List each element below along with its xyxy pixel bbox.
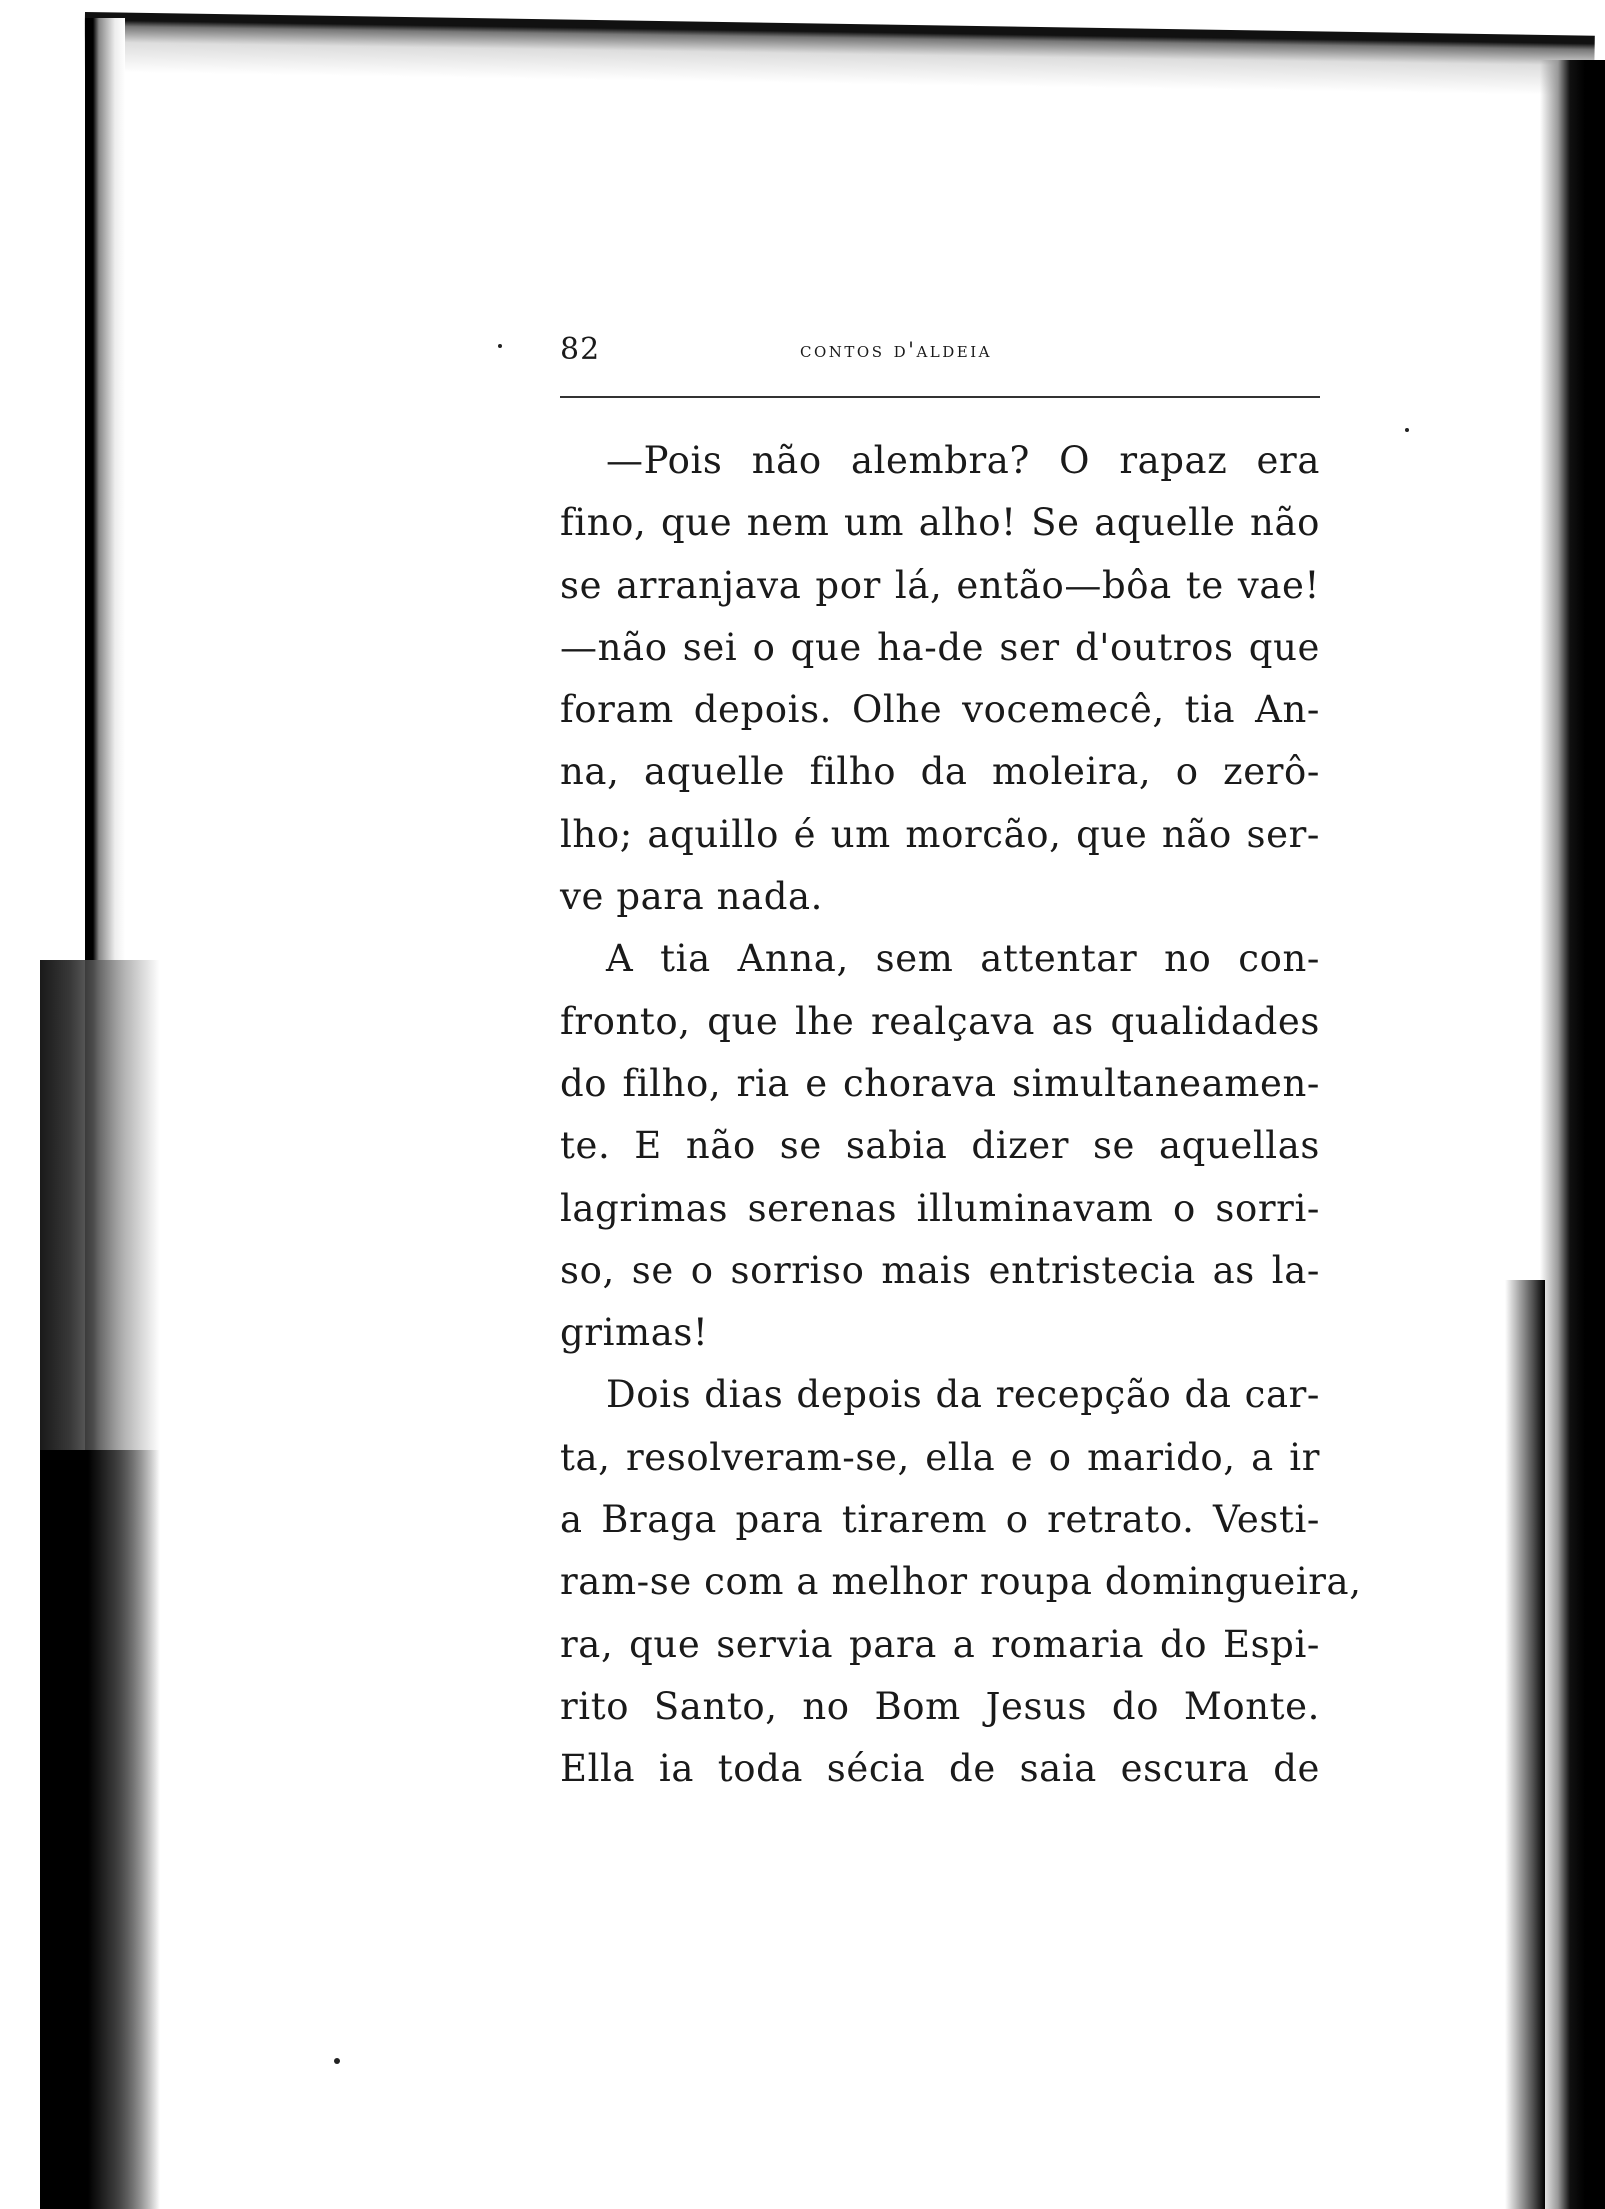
text-line: se arranjava por lá, então—bôa te vae!	[560, 563, 1320, 607]
body-text	[560, 430, 1362, 1801]
text-line: ram-se com a melhor roupa domingueira,	[560, 1560, 1362, 1604]
text-line: so, se o sorriso mais entristecia as la-	[560, 1248, 1320, 1292]
text-line: na, aquelle filho da moleira, o zerô-	[560, 750, 1320, 794]
text-line: lagrimas serenas illuminavam o sorri-	[560, 1186, 1320, 1230]
text-line: fronto, que lhe realçava as qualidades	[560, 999, 1320, 1043]
text-line: —Pois não alembra? O rapaz era	[606, 439, 1320, 482]
scan-top-edge	[84, 12, 1595, 96]
text-line: rito Santo, no Bom Jesus do Monte.	[560, 1684, 1320, 1728]
running-head	[560, 330, 1320, 370]
dust-speck	[498, 344, 502, 348]
text-line: —não sei o que ha-de ser d'outros que	[560, 625, 1320, 669]
dust-speck	[1405, 428, 1409, 432]
text-line: Ella ia toda sécia de saia escura de	[560, 1747, 1320, 1791]
page-number: 82	[560, 332, 601, 367]
dust-speck	[334, 2058, 340, 2064]
book-title: contos d'aldeia	[800, 338, 992, 362]
text-line: a Braga para tirarem o retrato. Vesti-	[560, 1498, 1320, 1542]
text-line: do filho, ria e chorava simultaneamen-	[560, 1061, 1320, 1105]
text-line: lho; aquillo é um morcão, que não ser-	[560, 812, 1320, 856]
text-line: Dois dias depois da recepção da car-	[606, 1373, 1320, 1417]
text-line: ra, que servia para a romaria do Espi-	[560, 1622, 1320, 1666]
text-line: fino, que nem um alho! Se aquelle não	[560, 501, 1320, 545]
scan-right-edge	[1540, 60, 1605, 2209]
scan-left-shadow-lower	[40, 1450, 160, 2209]
text-line: A tia Anna, sem attentar no con-	[606, 937, 1320, 981]
text-line: foram depois. Olhe vocemecê, tia An-	[560, 688, 1320, 732]
text-line: grimas!	[560, 1311, 709, 1355]
text-line: ve para nada.	[560, 875, 824, 919]
header-rule	[560, 396, 1320, 398]
scan-right-page-edge	[1505, 1280, 1545, 2209]
text-line: te. E não se sabia dizer se aquellas	[560, 1124, 1320, 1168]
text-line: ta, resolveram-se, ella e o marido, a ir	[560, 1435, 1320, 1479]
